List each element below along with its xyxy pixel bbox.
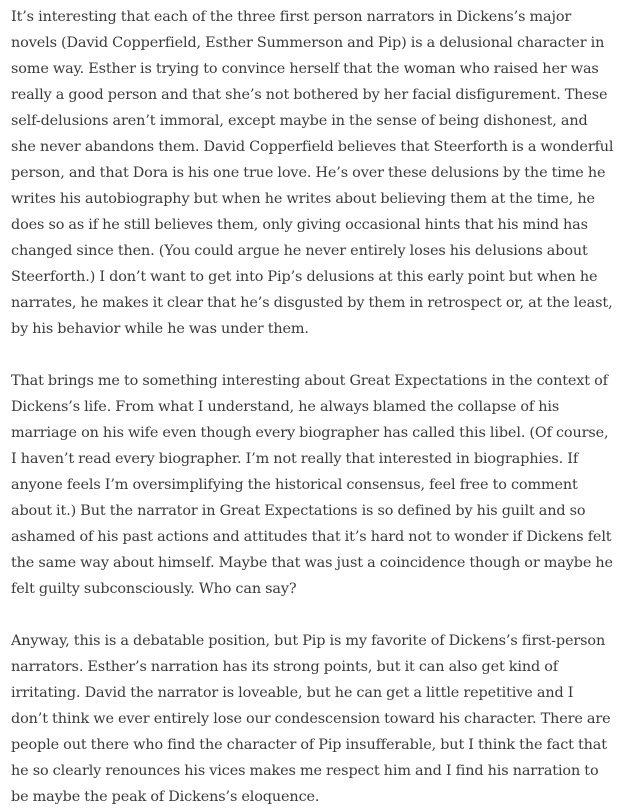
paragraph-great-expectations-context: That brings me to something interesting about Great Expectations in the context of Dickens’s life. From what I understand, he always blamed the collapse of his marriage on his wife even though every biographer has called this libel. (Of course, I haven’t read every biographer. I’m not really that interested in biographies. If anyone feels I’m oversimplifying the historical consensus, feel free to comment about it.) But the narrator in Great Expectations is so defined by his guilt and so ashamed of his past actions and attitudes that it’s hard not to wonder if Dickens felt the same way about himself. Maybe that was just a coincidence though or maybe he felt guilty subconsciously. Who can say?	[11, 373, 613, 597]
paragraph-narrators-delusions: It’s interesting that each of the three first person narrators in Dickens’s major novels (David Copperfield, Esther Summerson and Pip) is a delusional character in some way. Esther is trying to convince herself that the woman who raised her was really a good person and that she’s not bothered by her facial disfigurement. These self-delusions aren’t immoral, except maybe in the sense of being dishonest, and she never abandons them. David Copperfield believes that Steerforth is a wonderful person, and that Dora is his one true love. He’s over these delusions by the time he writes his autobiography but when he writes about believing them at the time, he does so as if he still believes them, only giving occasional hints that his mind has changed since then. (You could argue he never entirely loses his delusions about Steerforth.) I don’t want to get into Pip’s delusions at this early point but when he narrates, he makes it clear that he’s disgusted by them in retrospect or, at the least, by his behavior while he was under them.	[11, 9, 614, 337]
paragraph-favorite-narrator: Anyway, this is a debatable position, but Pip is my favorite of Dickens’s first-person narrators. Esther’s narration has its strong points, but it can also get kind of irritating. David the narrator is loveable, but he can get a little repetitive and I don’t think we ever entirely lose our condescension toward his character. There are people out there who find the character of Pip insufferable, but I think the fact that he so clearly renounces his vices makes me respect him and I find his narration to be maybe the peak of Dickens’s eloquence.	[11, 633, 611, 805]
